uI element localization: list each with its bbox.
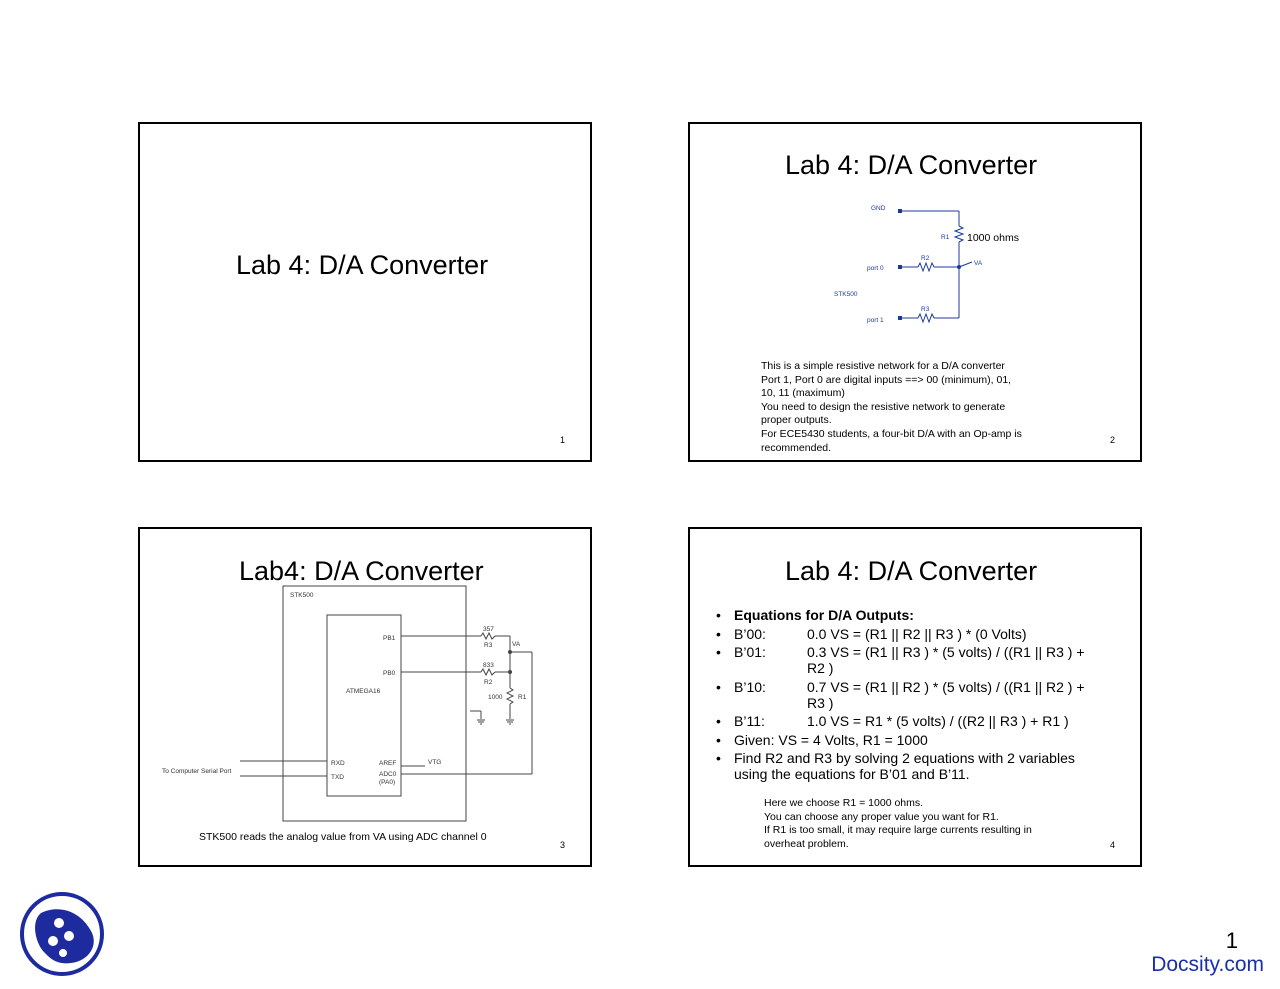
slide-title: Lab 4: D/A Converter: [785, 150, 1038, 180]
brand-link[interactable]: Docsity.com: [1151, 953, 1264, 976]
slide-2: [688, 122, 1142, 462]
bullet-dot: •: [716, 750, 721, 766]
r1-value-label: 1000: [488, 694, 503, 701]
docsity-logo-icon: [19, 891, 105, 977]
bullet-dot: •: [716, 607, 721, 623]
r1-label: R1: [941, 234, 950, 241]
slide-title: Lab 4: D/A Converter: [785, 556, 1038, 586]
note-line: For ECE5430 students, a four-bit D/A with an Op-amp is: [761, 427, 1022, 440]
r3-value-label: 357: [483, 626, 494, 633]
r2-label: R2: [921, 255, 930, 262]
bullet-item: • Given: VS = 4 Volts, R1 = 1000: [716, 731, 928, 748]
vtg-label: VTG: [428, 759, 442, 766]
slide-1: [138, 122, 592, 462]
bullet-item: • B’10: 0.7 VS = (R1 || R2 ) * (5 volts) / ((R1 || R2 ) + R3 ): [716, 678, 1085, 711]
bullet-item: • B’01: 0.3 VS = (R1 || R3 ) * (5 volts) / ((R1 || R3 ) + R2 ): [716, 644, 1085, 676]
r3-label: R3: [921, 306, 930, 313]
pb1-label: PB1: [383, 635, 396, 642]
stk500-label: STK500: [834, 291, 858, 298]
note-line: You can choose any proper value you want for R1.: [764, 810, 999, 823]
slide-title: Lab4: D/A Converter: [239, 556, 484, 586]
va-label: VA: [512, 641, 521, 648]
r2-value-label: 833: [483, 662, 494, 669]
note-line: recommended.: [761, 441, 832, 454]
serial-port-label: To Computer Serial Port: [162, 768, 232, 775]
bullet-item: • B’11: 1.0 VS = R1 * (5 volts) / ((R2 || R3 ) + R1 ): [716, 713, 1069, 729]
note-line: If R1 is too small, it may require large currents resulting in: [764, 824, 1032, 837]
r1-label: R1: [518, 694, 527, 701]
slide-page-number: 2: [1110, 435, 1116, 445]
note-line: You need to design the resistive network to generate: [761, 400, 1006, 413]
note-line: proper outputs.: [761, 414, 832, 427]
rxd-label: RXD: [331, 760, 345, 767]
bullet-continuation: using the equations for B’01 and B’11.: [734, 766, 970, 782]
r3-label: R3: [484, 642, 493, 649]
slide-notes: [764, 797, 1032, 851]
slide-title: Lab 4: D/A Converter: [236, 250, 489, 280]
r1-value-label: 1000 ohms: [967, 232, 1019, 244]
bullet-item: • Find R2 and R3 by solving 2 equations with 2 variables: [716, 750, 1075, 766]
slide-page-number: 1: [560, 435, 566, 445]
slide-page-number: 3: [560, 840, 566, 850]
va-label: VA: [974, 260, 983, 267]
document-page-number: 1: [1225, 928, 1238, 953]
txd-label: TXD: [331, 774, 344, 781]
port1-label: port 1: [867, 317, 884, 324]
bullet-dot: •: [716, 625, 721, 642]
port0-label: port 0: [867, 265, 884, 272]
bullet-item: • B’00: 0.0 VS = (R1 || R2 || R3 ) * (0 Volts): [716, 625, 1027, 642]
bullet-dot: •: [716, 644, 721, 660]
chip-label: ATMEGA16: [346, 688, 381, 695]
gnd-label: GND: [871, 205, 886, 212]
note-line: overheat problem.: [764, 837, 849, 850]
pa0-label: (PA0): [379, 779, 396, 786]
slide-4: [688, 527, 1142, 867]
aref-label: AREF: [379, 760, 397, 767]
bullet-dot: •: [716, 731, 721, 748]
bullet-item: • Equations for D/A Outputs:: [716, 607, 914, 623]
note-line: This is a simple resistive network for a D/A converter: [761, 360, 1005, 372]
slide-3: [138, 527, 592, 867]
note-line: 10, 11 (maximum): [761, 387, 845, 400]
slide-caption: STK500 reads the analog value from VA using ADC channel 0: [199, 831, 487, 843]
adc0-label: ADC0: [379, 771, 397, 778]
bullet-dot: •: [716, 713, 721, 729]
slide-notes: [761, 360, 1022, 455]
pb0-label: PB0: [383, 670, 396, 677]
r2-label: R2: [484, 679, 493, 686]
note-line: Here we choose R1 = 1000 ohms.: [764, 797, 924, 809]
stk500-label: STK500: [290, 592, 314, 599]
slide-page-number: 4: [1110, 840, 1116, 850]
bullet-dot: •: [716, 678, 721, 695]
bullet-list: [710, 607, 1130, 785]
note-line: Port 1, Port 0 are digital inputs ==> 00 (minimum), 01,: [761, 373, 1012, 386]
atmega-schematic: [140, 529, 594, 869]
